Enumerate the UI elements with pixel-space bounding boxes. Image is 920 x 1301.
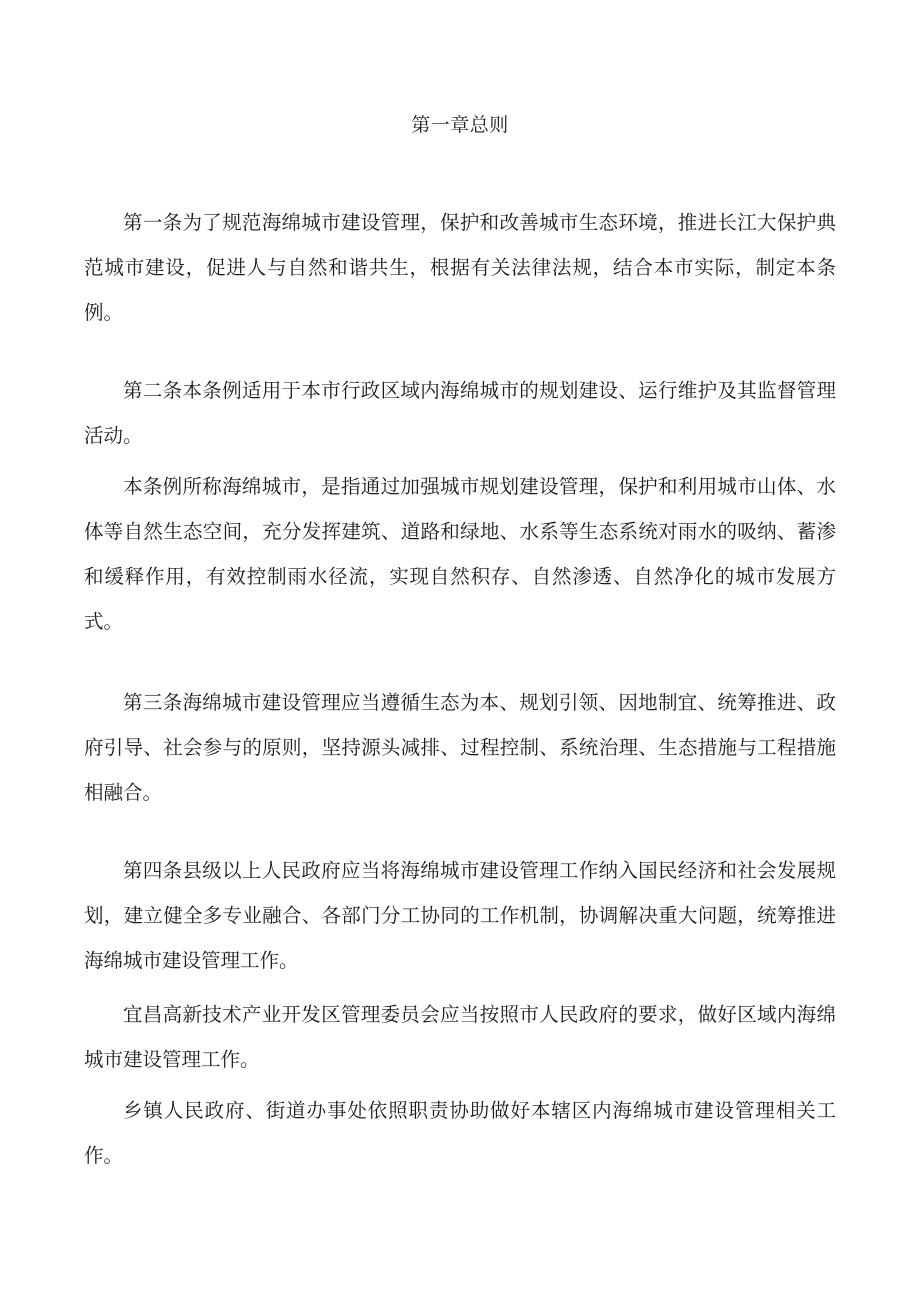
chapter-title: 第一章总则: [411, 114, 509, 136]
article-2-paragraph: 第二条本条例适用于本市行政区域内海绵城市的规划建设、运行维护及其监督管理活动。: [84, 379, 836, 447]
township-paragraph: 乡镇人民政府、街道办事处依照职责协助做好本辖区内海绵城市建设管理相关工作。: [84, 1099, 836, 1167]
article-3-paragraph: 第三条海绵城市建设管理应当遵循生态为本、规划引领、因地制宜、统筹推进、政府引导、社会参与的原则，坚持源头减排、过程控制、系统治理、生态措施与工程措施相融合。: [84, 691, 836, 804]
article-4-paragraph: 第四条县级以上人民政府应当将海绵城市建设管理工作纳入国民经济和社会发展规划，建立健全多专业融合、各部门分工协同的工作机制，协调解决重大问题，统筹推进海绵城市建设管理工作。: [84, 859, 836, 972]
article-1-paragraph: 第一条为了规范海绵城市建设管理，保护和改善城市生态环境，推进长江大保护典范城市建设，促进人与自然和谐共生，根据有关法律法规，结合本市实际，制定本条例。: [84, 211, 836, 324]
sponge-city-definition-paragraph: 本条例所称海绵城市，是指通过加强城市规划建设管理，保护和利用城市山体、水体等自然生态空间，充分发挥建筑、道路和绿地、水系等生态系统对雨水的吸纳、蓄渗和缓释作用，有效控制雨水径流，实现自然积存、自然渗透、自然净化的城市发展方式。: [84, 475, 836, 633]
high-tech-zone-paragraph: 宜昌高新技术产业开发区管理委员会应当按照市人民政府的要求，做好区域内海绵城市建设管理工作。: [84, 1003, 836, 1071]
